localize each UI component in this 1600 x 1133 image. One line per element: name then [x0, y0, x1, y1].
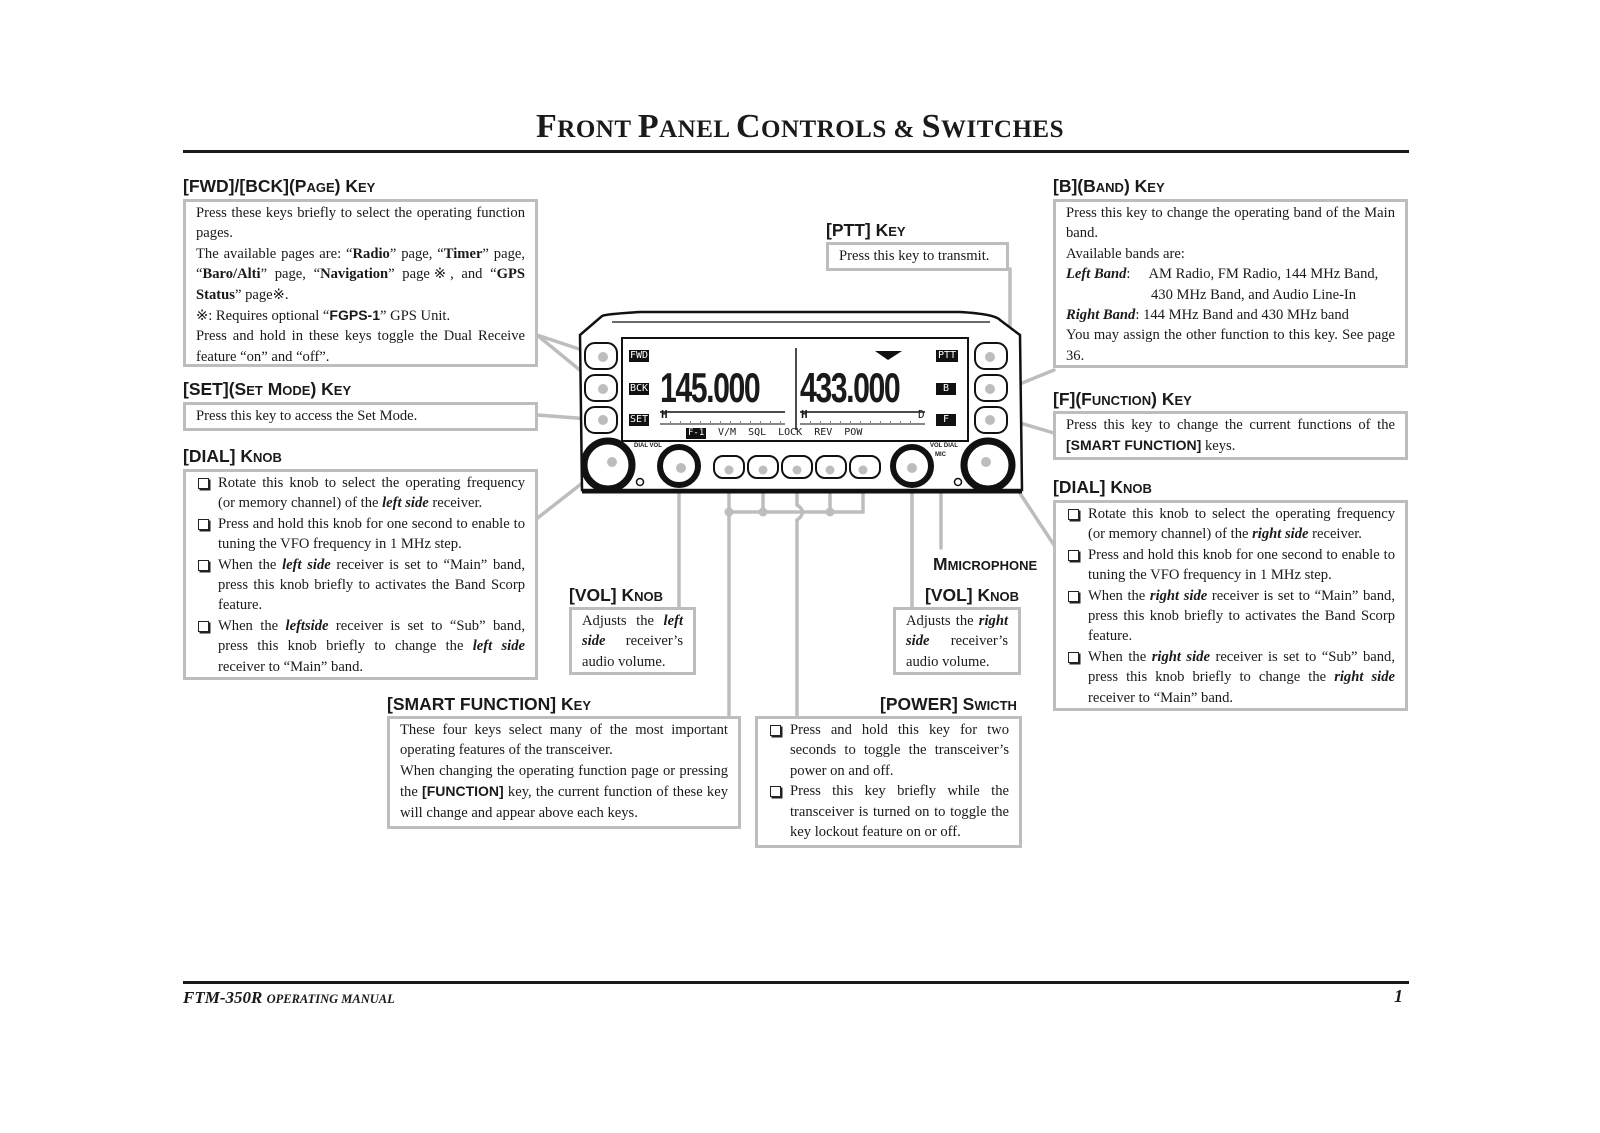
heading-suffix: KNOB — [621, 585, 664, 605]
heading-key: [VOL] — [925, 585, 973, 605]
heading-suffix: KNOB — [1110, 477, 1152, 497]
heading-suffix: KEY — [1134, 176, 1165, 196]
desc-line: The available pages are: “Radio” page, “Timer” page, “Baro/Alti” page, “Navigation” page※, and “GPS Status” page※. — [196, 245, 525, 303]
heading-dial-right — [1053, 477, 1152, 498]
desc-line: You may assign the other function to this key. See page 36. — [1066, 327, 1395, 364]
heading-fwd-bck — [183, 176, 375, 197]
set-description: Press this key to access the Set Mode. — [183, 402, 538, 431]
desc-line: Press and hold in these keys toggle the Dual Receive feature “on” and “off”. — [196, 328, 525, 365]
soft-key-sql: SQL — [748, 427, 767, 438]
bullet: Press and hold this key for two seconds to toggle the transceiver’s power on and off. — [768, 720, 1009, 781]
title-initial: C — [735, 108, 761, 145]
desc-line: These four keys select many of the most important operating features of the transceiver. — [400, 722, 728, 759]
heading-key: [POWER] — [880, 694, 958, 714]
title-part: WITCHES — [941, 116, 1064, 143]
lcd-soft-keys — [718, 427, 862, 438]
power-description — [755, 716, 1022, 848]
lcd-power-left: H — [661, 408, 668, 421]
mic-label: MIC — [935, 452, 946, 458]
lcd-b-label: B — [936, 383, 956, 395]
desc-note: ※: Requires optional “FGPS-1” GPS Unit. — [196, 307, 451, 325]
ptt-description: Press this key to transmit. — [826, 242, 1009, 271]
desc-line: 430 MHz Band, and Audio Line-In — [1151, 286, 1357, 303]
heading-key: [B] — [1053, 176, 1078, 196]
heading-paren: (PAGE) — [288, 176, 341, 196]
knob-labels-right: VOL DIAL — [930, 443, 958, 449]
heading-smart-function — [387, 694, 591, 715]
desc-line: Press this key to change the operating band of the Main band. — [1066, 205, 1395, 242]
heading-key: [SMART FUNCTION] — [387, 694, 557, 714]
right-band-line: Right Band: 144 MHz Band and 430 MHz band — [1066, 307, 1349, 324]
heading-power — [880, 694, 1017, 715]
function-description: Press this key to change the current functions of the [SMART FUNCTION] keys. — [1053, 411, 1408, 460]
heading-set — [183, 379, 351, 400]
bullet: Rotate this knob to select the operating frequency (or memory channel) of the left side receiver. — [196, 473, 525, 514]
knob-labels-left: DIAL VOL — [634, 443, 662, 449]
heading-ptt — [826, 220, 906, 241]
heading-key: [VOL] — [569, 585, 617, 605]
bullet: Press and hold this knob for one second to enable to tuning the VFO frequency in 1 MHz step. — [1066, 545, 1395, 586]
lcd-freq-left: 145.000 — [660, 364, 760, 411]
heading-paren: (BAND) — [1077, 176, 1130, 196]
heading-dial-left — [183, 446, 282, 467]
bullet: When the right side receiver is set to “Main” band, press this knob briefly to activates the Band Scorp feature. — [1066, 586, 1395, 647]
footer-manual-title — [183, 988, 395, 1008]
bullet: When the right side receiver is set to “Sub” band, press this knob briefly to change the right side receiver to “Main” band. — [1066, 647, 1395, 708]
heading-key: [FWD]/[BCK] — [183, 176, 289, 196]
heading-suffix: KEY — [1161, 389, 1192, 409]
dial-right-description — [1053, 500, 1408, 711]
heading-suffix: KNOB — [240, 446, 282, 466]
left-band-line: Left Band : AM Radio, FM Radio, 144 MHz Band, — [1066, 266, 1379, 283]
lcd-bck-label: BCK — [630, 383, 649, 394]
soft-key-pow: POW — [844, 427, 863, 438]
heading-paren: (FUNCTION) — [1075, 389, 1157, 409]
title-part: ONTROLS & — [761, 116, 922, 143]
bullet: Press this key briefly while the transceiver is turned on to toggle the key lockout feature on or off. — [768, 781, 1009, 842]
lcd-set-label: SET — [630, 414, 649, 425]
heading-suffix: KEY — [345, 176, 376, 196]
soft-key-vm: V/M — [718, 427, 737, 438]
title-part: ANEL — [659, 116, 736, 143]
heading-suffix: KEY — [321, 379, 352, 399]
heading-band — [1053, 176, 1165, 197]
smart-function-description — [387, 716, 741, 829]
page-number: 1 — [1394, 986, 1403, 1006]
title-initial: P — [637, 108, 660, 145]
title-initial: F — [536, 108, 558, 145]
fwd-bck-description — [183, 199, 538, 367]
desc-line: When changing the operating function page or pressing the [FUNCTION] key, the current function of these key will change and appear above each keys. — [400, 762, 728, 821]
footer-rule — [183, 981, 1409, 984]
heading-suffix: KEY — [875, 220, 906, 240]
bullet: Rotate this knob to select the operating frequency (or memory channel) of the right side receiver. — [1066, 504, 1395, 545]
heading-key: [PTT] — [826, 220, 871, 240]
desc-line: Available bands are: — [1066, 245, 1185, 262]
desc-line: Press these keys briefly to select the operating function pages. — [196, 205, 525, 242]
footer-model: FTM-350R — [183, 988, 263, 1007]
footer-manual: OPERATING MANUAL — [266, 992, 395, 1006]
microphone-label: MMICROPHONE — [933, 554, 1038, 574]
heading-key: [F] — [1053, 389, 1076, 409]
lcd-f-label: F — [936, 414, 956, 426]
heading-vol-right — [925, 585, 1019, 606]
title-initial: S — [921, 108, 942, 145]
vol-right-description: Adjusts the right side receiver’s audio volume. — [893, 607, 1021, 675]
lcd-fwd-label: FWD — [630, 350, 649, 361]
bullet: Press and hold this knob for one second to enable to tuning the VFO frequency in 1 MHz step. — [196, 514, 525, 555]
bullet: When the leftside receiver is set to “Sub” band, press this knob briefly to change the left side receiver to “Main” band. — [196, 616, 525, 677]
heading-suffix: SWICTH — [962, 694, 1017, 714]
lcd-power-right: H — [801, 408, 808, 421]
heading-key: [DIAL] — [183, 446, 236, 466]
title-part: RONT — [557, 116, 638, 143]
dial-left-description — [183, 469, 538, 680]
vol-left-description: Adjusts the left side receiver’s audio volume. — [569, 607, 696, 675]
heading-vol-left — [569, 585, 663, 606]
heading-suffix: KNOB — [977, 585, 1020, 605]
soft-key-rev: REV — [814, 427, 833, 438]
heading-paren: (SET MODE) — [228, 379, 317, 399]
lcd-ptt-label: PTT — [938, 350, 957, 361]
lcd-freq-right: 433.000 — [800, 364, 900, 411]
lcd-d-indicator: D — [918, 408, 925, 421]
heading-suffix: KEY — [561, 694, 591, 714]
soft-key-lock: LOCK — [778, 427, 803, 438]
lcd-page-indicator: F-1 — [688, 428, 705, 438]
heading-function — [1053, 389, 1192, 410]
bullet: When the left side receiver is set to “Main” band, press this knob briefly to activates the Band Scorp feature. — [196, 555, 525, 616]
heading-key: [SET] — [183, 379, 229, 399]
band-description — [1053, 199, 1408, 368]
heading-key: [DIAL] — [1053, 477, 1106, 497]
